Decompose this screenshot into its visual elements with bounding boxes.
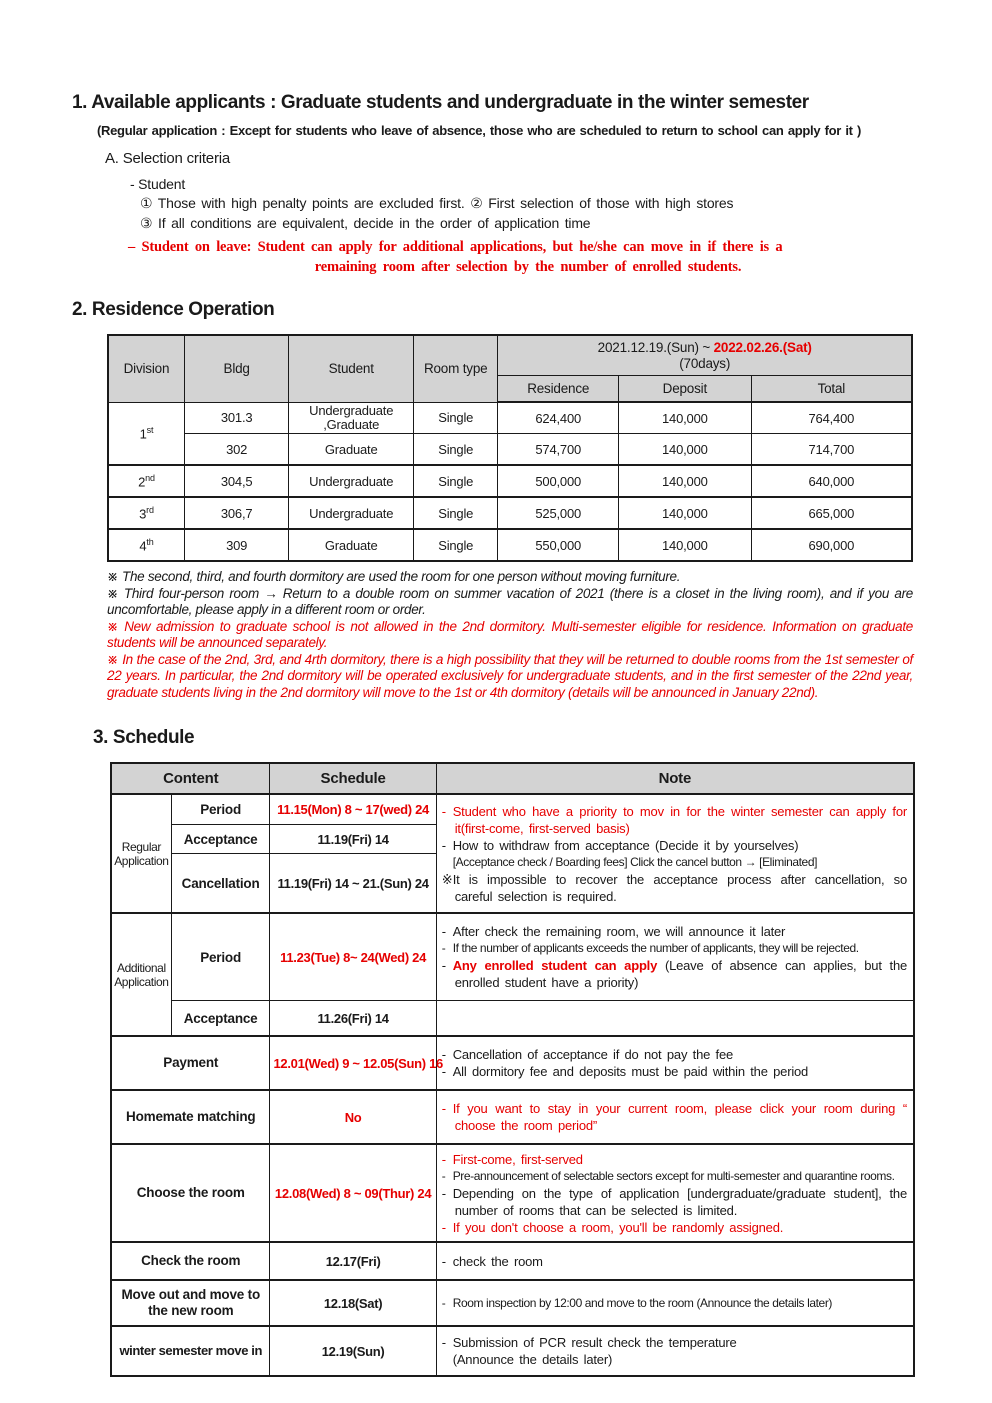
bldg-cell: 306,7 <box>184 497 289 529</box>
check-room-schedule: 12.17(Fri) <box>270 1242 436 1280</box>
empty-note-cell <box>436 1001 914 1037</box>
winter-move-in-note-cell <box>436 1326 914 1376</box>
total-cell: 665,000 <box>751 497 912 529</box>
criteria-line-2: ③ If all conditions are equivalent, decide in the order of application time <box>140 215 591 231</box>
payment-note-cell <box>436 1036 914 1090</box>
note-line: - First-come, first-served <box>441 1151 583 1167</box>
table-row <box>111 1001 914 1037</box>
division-3rd: 3rd <box>108 497 184 529</box>
note-line: - Cancellation of acceptance if do not pay the fee <box>441 1047 734 1062</box>
student-on-leave-line2: remaining room after selection by the number of enrolled students. <box>314 259 742 275</box>
table-row <box>111 1144 914 1242</box>
asterisk-marker: ※ <box>107 618 121 634</box>
room-cell: Single <box>414 402 498 434</box>
total-cell: 690,000 <box>751 529 912 561</box>
table-row <box>108 434 912 466</box>
student-item: - Student <box>130 176 186 192</box>
additional-application-label: Additional Application <box>111 913 171 1036</box>
cancellation-schedule: 11.19(Fri) 14 ~ 21.(Sun) 24 <box>270 854 436 914</box>
regular-application-label: Regular Application <box>111 794 171 913</box>
note-1: ※ The second, third, and fourth dormitory are used the room for one person without moving furniture. <box>107 569 681 584</box>
homemate-matching-label: Homemate matching <box>111 1090 270 1144</box>
deposit-cell: 140,000 <box>619 529 752 561</box>
payment-label: Payment <box>111 1036 270 1090</box>
note-line: [Acceptance check / Boarding fees] Click the cancel button → [Eliminated] <box>452 854 818 869</box>
move-out-schedule: 12.18(Sat) <box>270 1280 436 1326</box>
move-out-label: Move out and move to the new room <box>111 1280 270 1326</box>
note-3: ※ New admission to graduate school is not allowed in the 2nd dormitory. Multi-semester eligible for residence. Information on graduate students will be announced separately. <box>107 618 913 650</box>
table-row <box>111 1090 914 1144</box>
note-line: - If you don't choose a room, you'll be randomly assigned. <box>441 1219 784 1235</box>
room-cell: Single <box>414 529 498 561</box>
student-cell: Undergraduate <box>289 497 414 529</box>
student-cell: Graduate <box>289 434 414 466</box>
note-line: - Room inspection by 12:00 and move to the room (Announce the details later) <box>441 1295 833 1310</box>
residence-operation-table <box>107 334 913 562</box>
table-row <box>108 497 912 529</box>
period-schedule: 11.23(Tue) 8~ 24(Wed) 24 <box>270 913 436 1001</box>
cancellation-label: Cancellation <box>171 854 270 914</box>
selection-criteria-label: A. Selection criteria <box>105 150 231 167</box>
note-line: - check the room <box>441 1253 543 1269</box>
acceptance-label: Acceptance <box>171 1001 270 1037</box>
asterisk-marker: ※ <box>107 651 119 667</box>
division-4th: 4th <box>108 529 184 561</box>
bldg-cell: 301.3 <box>184 402 289 434</box>
period-days: (70days) <box>679 355 731 371</box>
regular-note-cell <box>436 794 914 913</box>
total-cell: 764,400 <box>751 402 912 434</box>
student-cell: Undergraduate ,Graduate <box>289 402 414 434</box>
col-header-total: Total <box>751 376 912 403</box>
section1-subheading: (Regular application : Except for students who leave of absence, those who are scheduled to return to school can apply for it ) <box>97 123 862 138</box>
student-on-leave-line1: – Student on leave: Student can apply for additional applications, but he/she can move in if there is a <box>128 239 783 255</box>
note-line: (Announce the details later) <box>452 1352 613 1367</box>
note-line: - If the number of applicants exceeds the number of applicants, they will be rejected. <box>441 941 859 955</box>
check-room-note-cell <box>436 1242 914 1280</box>
student-on-leave-note <box>128 239 928 276</box>
residence-fee-cell: 500,000 <box>498 465 619 497</box>
col-header-content: Content <box>111 763 270 794</box>
note-2: ※ Third four-person room → Return to a double room on summer vacation of 2021 (there is a closet in the living room), and if you are uncomfortable, please apply in a different room or order. <box>107 585 913 617</box>
total-cell: 714,700 <box>751 434 912 466</box>
note-4: ※ In the case of the 2nd, 3rd, and 4rth dormitory, there is a high possibility that they will be returned to double rooms from the 1st semester of 22 years. In particular, the 2nd dormitory will be operated exclusively for undergraduate students, and in the first semester of the 22nd year, graduate students living in the 2nd dormitory will move to the 1st or 4th dormitory (details will be announced in January 22nd). <box>107 651 914 700</box>
col-header-room-type: Room type <box>414 335 498 402</box>
note-line: - How to withdraw from acceptance (Decide it by yourselves) <box>441 837 799 853</box>
col-header-note: Note <box>436 763 914 794</box>
note-line: - Student who have a priority to mov in for the winter semester can apply for it(first-come, first-served basis) <box>441 803 907 836</box>
table-row <box>108 529 912 561</box>
homemate-note-cell <box>436 1090 914 1144</box>
note-line: - After check the remaining room, we will announce it later <box>441 924 786 939</box>
bldg-cell: 302 <box>184 434 289 466</box>
table-row <box>108 402 912 434</box>
room-cell: Single <box>414 497 498 529</box>
residence-fee-cell: 550,000 <box>498 529 619 561</box>
winter-move-in-label: winter semester move in <box>111 1326 270 1376</box>
acceptance-schedule: 11.26(Fri) 14 <box>270 1001 436 1037</box>
move-out-note-cell <box>436 1280 914 1326</box>
table-row <box>111 1326 914 1376</box>
bldg-cell: 309 <box>184 529 289 561</box>
note-line: ※It is impossible to recover the acceptance process after cancellation, so careful selection is required. <box>441 871 907 904</box>
winter-move-in-schedule: 12.19(Sun) <box>270 1326 436 1376</box>
residence-fee-cell: 574,700 <box>498 434 619 466</box>
col-header-bldg: Bldg <box>184 335 289 402</box>
deposit-cell: 140,000 <box>619 497 752 529</box>
col-header-period <box>498 335 912 376</box>
note-line: - If you want to stay in your current room, please click your room during “ choose the room period” <box>441 1101 907 1133</box>
period-label: Period <box>171 794 270 825</box>
room-cell: Single <box>414 465 498 497</box>
deposit-cell: 140,000 <box>619 434 752 466</box>
section2-heading: 2. Residence Operation <box>72 299 275 320</box>
choose-room-schedule: 12.08(Wed) 8 ~ 09(Thur) 24 <box>270 1144 436 1242</box>
payment-schedule: 12.01(Wed) 9 ~ 12.05(Sun) 16 <box>270 1036 436 1090</box>
col-header-residence: Residence <box>498 376 619 403</box>
asterisk-marker: ※ <box>107 585 120 601</box>
period-start: 2021.12.19.(Sun) ~ <box>597 339 711 355</box>
choose-the-room-label: Choose the room <box>111 1144 270 1242</box>
division-1st: 1st <box>108 402 184 465</box>
additional-note-cell <box>436 913 914 1001</box>
table-row <box>108 465 912 497</box>
room-cell: Single <box>414 434 498 466</box>
table-row <box>111 794 914 825</box>
note-line: - Depending on the type of application [undergraduate/graduate student], the number of rooms that can be selected is limited. <box>441 1185 907 1218</box>
table-row <box>111 1036 914 1090</box>
residence-fee-cell: 624,400 <box>498 402 619 434</box>
division-2nd: 2nd <box>108 465 184 497</box>
note-line: - All dormitory fee and deposits must be paid within the period <box>441 1064 809 1079</box>
table-row <box>111 1280 914 1326</box>
period-label: Period <box>171 913 270 1001</box>
col-header-student: Student <box>289 335 414 402</box>
note-line: - Any enrolled student can apply (Leave of absence can applies, but the enrolled student have a priority) <box>441 958 908 990</box>
acceptance-schedule: 11.19(Fri) 14 <box>270 825 436 854</box>
deposit-cell: 140,000 <box>619 402 752 434</box>
col-header-division: Division <box>108 335 184 402</box>
col-header-deposit: Deposit <box>619 376 752 403</box>
table-row <box>111 913 914 1001</box>
section3-heading: 3. Schedule <box>93 727 195 748</box>
acceptance-label: Acceptance <box>171 825 270 854</box>
bldg-cell: 304,5 <box>184 465 289 497</box>
residence-fee-cell: 525,000 <box>498 497 619 529</box>
asterisk-marker: ※ <box>107 569 119 584</box>
section1-heading: 1. Available applicants : Graduate students and undergraduate in the winter semester <box>72 92 809 113</box>
deposit-cell: 140,000 <box>619 465 752 497</box>
note-line: - Submission of PCR result check the temperature <box>441 1335 737 1350</box>
table-row <box>111 1242 914 1280</box>
choose-room-note-cell <box>436 1144 914 1242</box>
note-line: - Pre-announcement of selectable sectors except for multi-semester and quarantine rooms. <box>441 1168 895 1183</box>
student-cell: Undergraduate <box>289 465 414 497</box>
period-schedule: 11.15(Mon) 8 ~ 17(wed) 24 <box>270 794 436 825</box>
schedule-table <box>110 762 915 1377</box>
student-cell: Graduate <box>289 529 414 561</box>
period-end: 2022.02.26.(Sat) <box>713 339 812 355</box>
check-the-room-label: Check the room <box>111 1242 270 1280</box>
residence-notes <box>107 569 913 701</box>
criteria-line-1: ① Those with high penalty points are excluded first. ② First selection of those with high stores <box>140 195 734 211</box>
col-header-schedule: Schedule <box>270 763 436 794</box>
homemate-schedule: No <box>270 1090 436 1144</box>
total-cell: 640,000 <box>751 465 912 497</box>
